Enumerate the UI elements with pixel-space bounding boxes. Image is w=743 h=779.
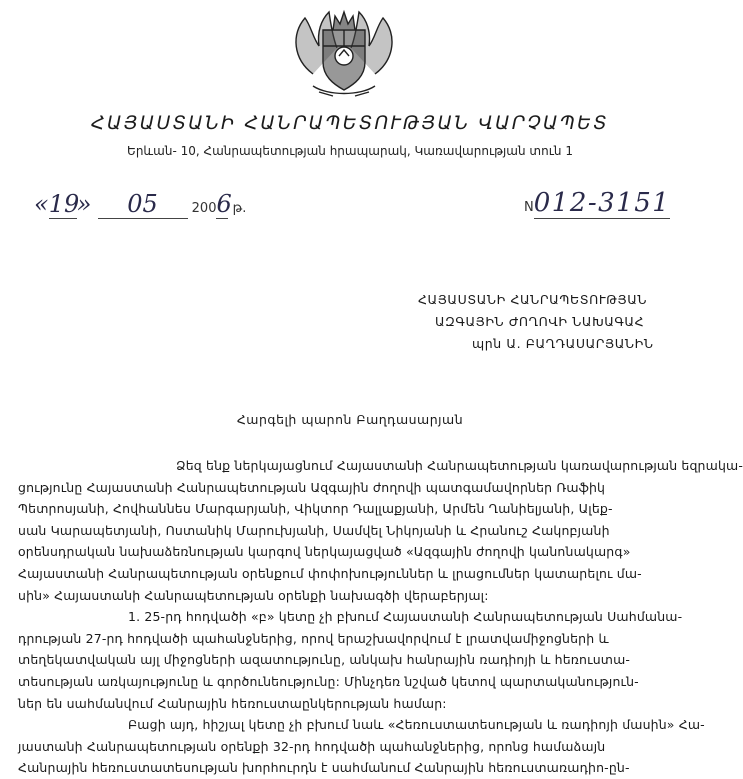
recipient-line: ՀԱՅԱՍՏԱՆԻ ՀԱՆՐԱՊԵՏՈՒԹՅԱՆ: [418, 292, 648, 307]
document-title: ՀԱՅԱՍՏԱՆԻ ՀԱՆՐԱՊԵՏՈՒԹՅԱՆ ՎԱՐՉԱՊԵՏ: [91, 112, 609, 134]
body-line: Հայաստանի Հանրապետության օրենքում փոփոխություններ և լրացումներ կատարելու մա-: [18, 565, 642, 581]
body-line: ներ են սահմանվում Հանրային հեռուստաընկերության համար:: [18, 695, 447, 711]
body-line: սան Կարապետյանի, Ոստանիկ Մարուխյանի, Սամվել Նիկոյանի և Հրանուշ Հակոբյանի: [18, 522, 610, 538]
body-line: Պետրոսյանի, Հովհաննես Մարգարյանի, Վիկտոր Դալլաքյանի, Արմեն Ղանիելյանի, Ալեք-: [18, 501, 613, 517]
paragraph-1: [18, 455, 743, 606]
body-line: յաստանի Հանրապետության օրենքի 32-րդ հոդվածի պահանջներից, որոնց համաձայն: [18, 738, 606, 754]
body-line: Հանրային հեռուստատեսության խորհուրդն է սահմանում Հանրային հեռուստառադիո-ըն-: [18, 760, 630, 776]
office-address: Երևան- 10, Հանրապետության հրապարակ, Կառավարության տուն 1: [127, 144, 573, 158]
body-line: դրության 27-րդ հոդվածի պահանջներից, որով երաշխավորվում է լրատվամիջոցների և: [18, 630, 609, 646]
number-value: 012-3151: [533, 188, 671, 218]
body-line: ցությունը Հայաստանի Հանրապետության Ազգային ժողովի պատգամավորներ Ռաֆիկ: [18, 479, 606, 495]
body-line: Բացի այդ, հիշյալ կետը չի բխում նաև «Հեռուստատեսության և ռադիոյի մասին» Հա-: [128, 717, 705, 733]
document-date: [34, 190, 246, 219]
body-line: սին» Հայաստանի Հանրապետության օրենքի նախագծի վերաբերյալ:: [18, 587, 489, 603]
coat-of-arms-emblem: [283, 4, 405, 102]
body-line: տեսության առկայությունը և գործունեությունը: Մինչդեռ նշված կետով պարտականություն-: [18, 673, 639, 689]
date-close-quote: »: [76, 190, 92, 218]
letter-body: [18, 455, 743, 779]
date-year-abbr: թ.: [232, 201, 247, 216]
body-line: Ձեզ ենք ներկայացնում Հայաստանի Հանրապետության կառավարության եզրակա-: [176, 458, 743, 473]
greeting: Հարգելի պարոն Բաղդասարյան: [236, 412, 464, 427]
document-number: [524, 188, 670, 219]
number-prefix: N: [524, 200, 534, 215]
date-open-quote: «: [34, 190, 49, 218]
date-day: 19: [48, 190, 80, 218]
date-year-prefix: 200: [191, 201, 217, 216]
body-line: տեղեկատվական այլ միջոցների ազատությունը, անկախ հանրային ռադիոյի և հեռուստա-: [18, 652, 631, 668]
paragraph-3: [18, 714, 705, 779]
recipient-line: ԱԶԳԱՅԻՆ ԺՈՂՈՎԻ ՆԱԽԱԳԱՀ: [435, 314, 645, 329]
recipient-line: պրն Ա. ԲԱՂԴԱՍԱՐՅԱՆԻՆ: [472, 336, 654, 351]
date-year-suffix: 6: [216, 190, 232, 218]
date-month: 05: [98, 190, 188, 219]
paragraph-2: [18, 606, 683, 714]
body-line: օրենսդրական նախաձեռնության կարգով ներկայացված «Ազգային ժողովի կանոնակարգ»: [18, 544, 631, 560]
recipient-block: [410, 289, 670, 355]
body-line: 1. 25-րդ հոդվածի «բ» կետը չի բխում Հայաստանի Հանրապետության Սահմանա-: [128, 609, 683, 625]
